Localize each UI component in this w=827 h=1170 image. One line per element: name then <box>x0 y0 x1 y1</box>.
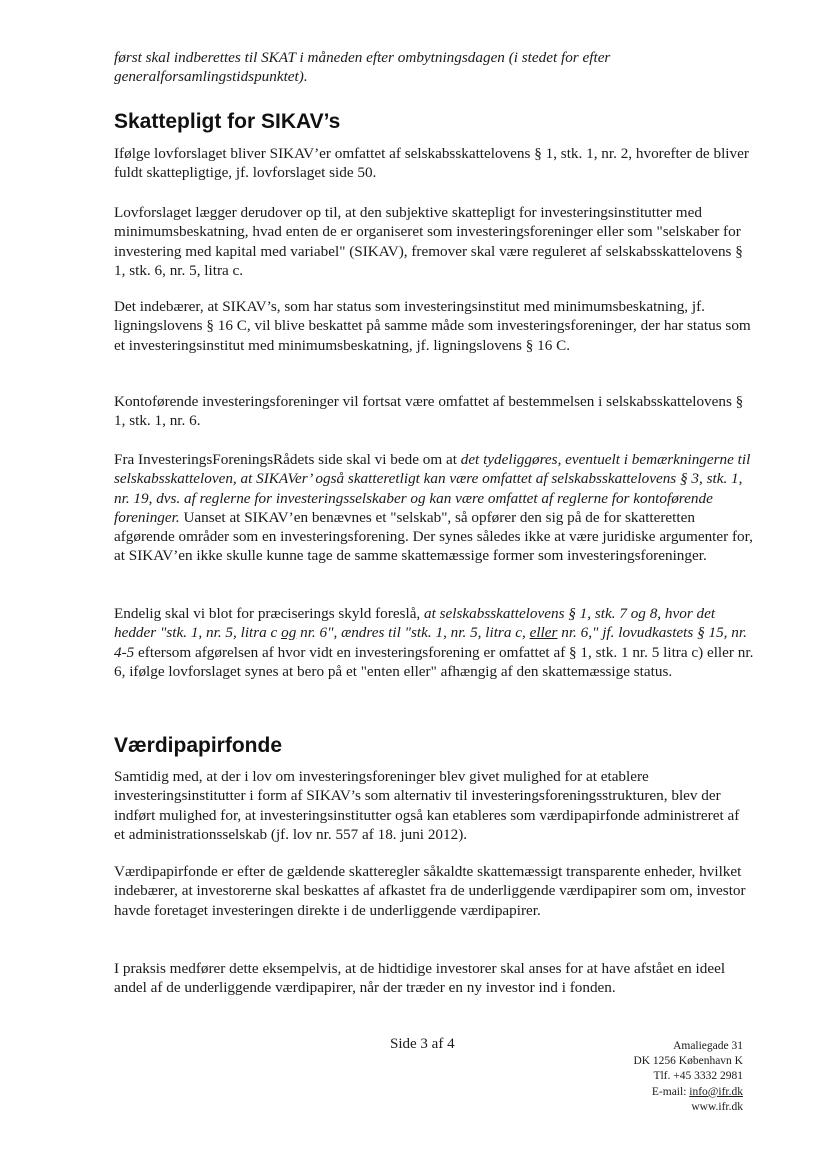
paragraph-text: Endelig skal vi blot for præciserings skyld foreslå, <box>114 605 425 622</box>
email-label: E-mail: <box>651 1085 690 1098</box>
heading-skattepligt: Skattepligt for SIKAV’s <box>114 110 341 133</box>
paragraph: Lovforslaget lægger derudover op til, at den subjektive skattepligt for investeringsinstitutter med minimumsbeskatning, hvad enten de er organiseret som investeringsforeninger eller som "selskaber for investering med kapital med variabel" (SIKAV), fremover skal være reguleret af selskabsskattelovens § 1, stk. 6, nr. 5, litra c. <box>114 204 743 279</box>
paragraph: Det indebærer, at SIKAV’s, som har status som investeringsinstitut med minimumsbeskatning, jf. ligningslovens § 16 C, vil blive beskattet på samme måde som investeringsforeninger, der har status som et investeringsinstitut med minimumsbeskatning, jf. ligningslovens § 16 C. <box>114 298 751 354</box>
italic-text: nr. 6," jf. lovudkastets § 15, nr. 4-5 <box>114 624 747 661</box>
paragraph-continuation <box>114 48 754 87</box>
address-phone: Tlf. +45 3332 2981 <box>653 1070 743 1083</box>
italic-text: nr. 6", ændres til "stk. 1, nr. 5, litra c, <box>296 624 530 642</box>
underlined-word: eller <box>529 624 558 642</box>
paragraph: Værdipapirfonde er efter de gældende skatteregler såkaldte skattemæssigt transparente enheder, hvilket indebærer, at investorerne skal beskattes af afkastet fra de underliggende værdipapirer som om, investor havde foretaget investeringen direkte i de underliggende værdipapirer. <box>114 863 746 919</box>
email-link[interactable]: info@ifr.dk <box>689 1085 743 1098</box>
paragraph-text: Fra InvesteringsForeningsRådets side skal vi bede om at <box>114 451 461 468</box>
address-email-line <box>633 1085 743 1100</box>
paragraph: I praksis medfører dette eksempelvis, at de hidtidige investorer skal anses for at have afstået en ideel andel af de underliggende værdipapirer, når der træder en ny investor ind i fonden. <box>114 960 726 997</box>
address-web[interactable]: www.ifr.dk <box>691 1100 743 1113</box>
page-number: Side 3 af 4 <box>390 1036 455 1052</box>
paragraph-ifr-request <box>114 450 754 566</box>
address-block <box>633 1039 743 1115</box>
address-city: DK 1256 København K <box>633 1055 743 1068</box>
paragraph-text: Uanset at SIKAV’en benævnes et "selskab", så opfører den sig på de for skatteretten afgørende områder som en investeringsforening. Der synes således ikke at være juridiske argumenter for, at SIKAV’en ikke skulle kunne tage de samme skattemæssige former som investeringsforeninger. <box>114 508 753 565</box>
underlined-word: og <box>281 624 297 642</box>
italic-text: det tydeliggøres, eventuelt i bemærkningerne til selskabsskatteloven, at SIKAVer’ også skatteretligt kan være omfattet af selskabsskattelovens § 3, stk. 1, nr. 19, dvs. af reglerne for investeringsselskaber og kan være omfattet af reglerne for kontoførende foreninger. <box>114 451 751 526</box>
italic-text: først skal indberettes til SKAT i måneden efter ombytningsdagen (i stedet for efter generalforsamlingstidspunktet). <box>114 49 611 86</box>
paragraph: Ifølge lovforslaget bliver SIKAV’er omfattet af selskabsskattelovens § 1, stk. 1, nr. 2, hvorefter de bliver fuldt skattepligtige, jf. lovforslaget side 50. <box>114 145 749 182</box>
paragraph-text: eftersom afgørelsen af hvor vidt en investeringsforening er omfattet af § 1, stk. 1 nr. 5 litra c) eller nr. 6, ifølge lovforslaget synes at bero på et "enten eller" afhængig af den skattemæssige status. <box>114 643 754 680</box>
paragraph: Kontoførende investeringsforeninger vil fortsat være omfattet af bestemmelsen i selskabsskattelovens § 1, stk. 1, nr. 6. <box>114 393 744 430</box>
heading-vaerdipapirfonde: Værdipapirfonde <box>114 734 283 757</box>
paragraph: Samtidig med, at der i lov om investeringsforeninger blev givet mulighed for at etablere investeringsinstitutter i form af SIKAV’s som alternativ til investeringsforeningsstrukturen, blev der indført mulighed for, at investeringsinstitutter også kan etableres som værdipapirfonde administreret af et administrationsselskab (jf. lov nr. 557 af 18. juni 2012). <box>114 768 740 843</box>
address-street: Amaliegade 31 <box>673 1040 743 1052</box>
italic-text: at selskabsskattelovens § 1, stk. 7 og 8, hvor det hedder "stk. 1, nr. 5, litra c <box>114 605 716 642</box>
paragraph-precision <box>114 604 754 681</box>
